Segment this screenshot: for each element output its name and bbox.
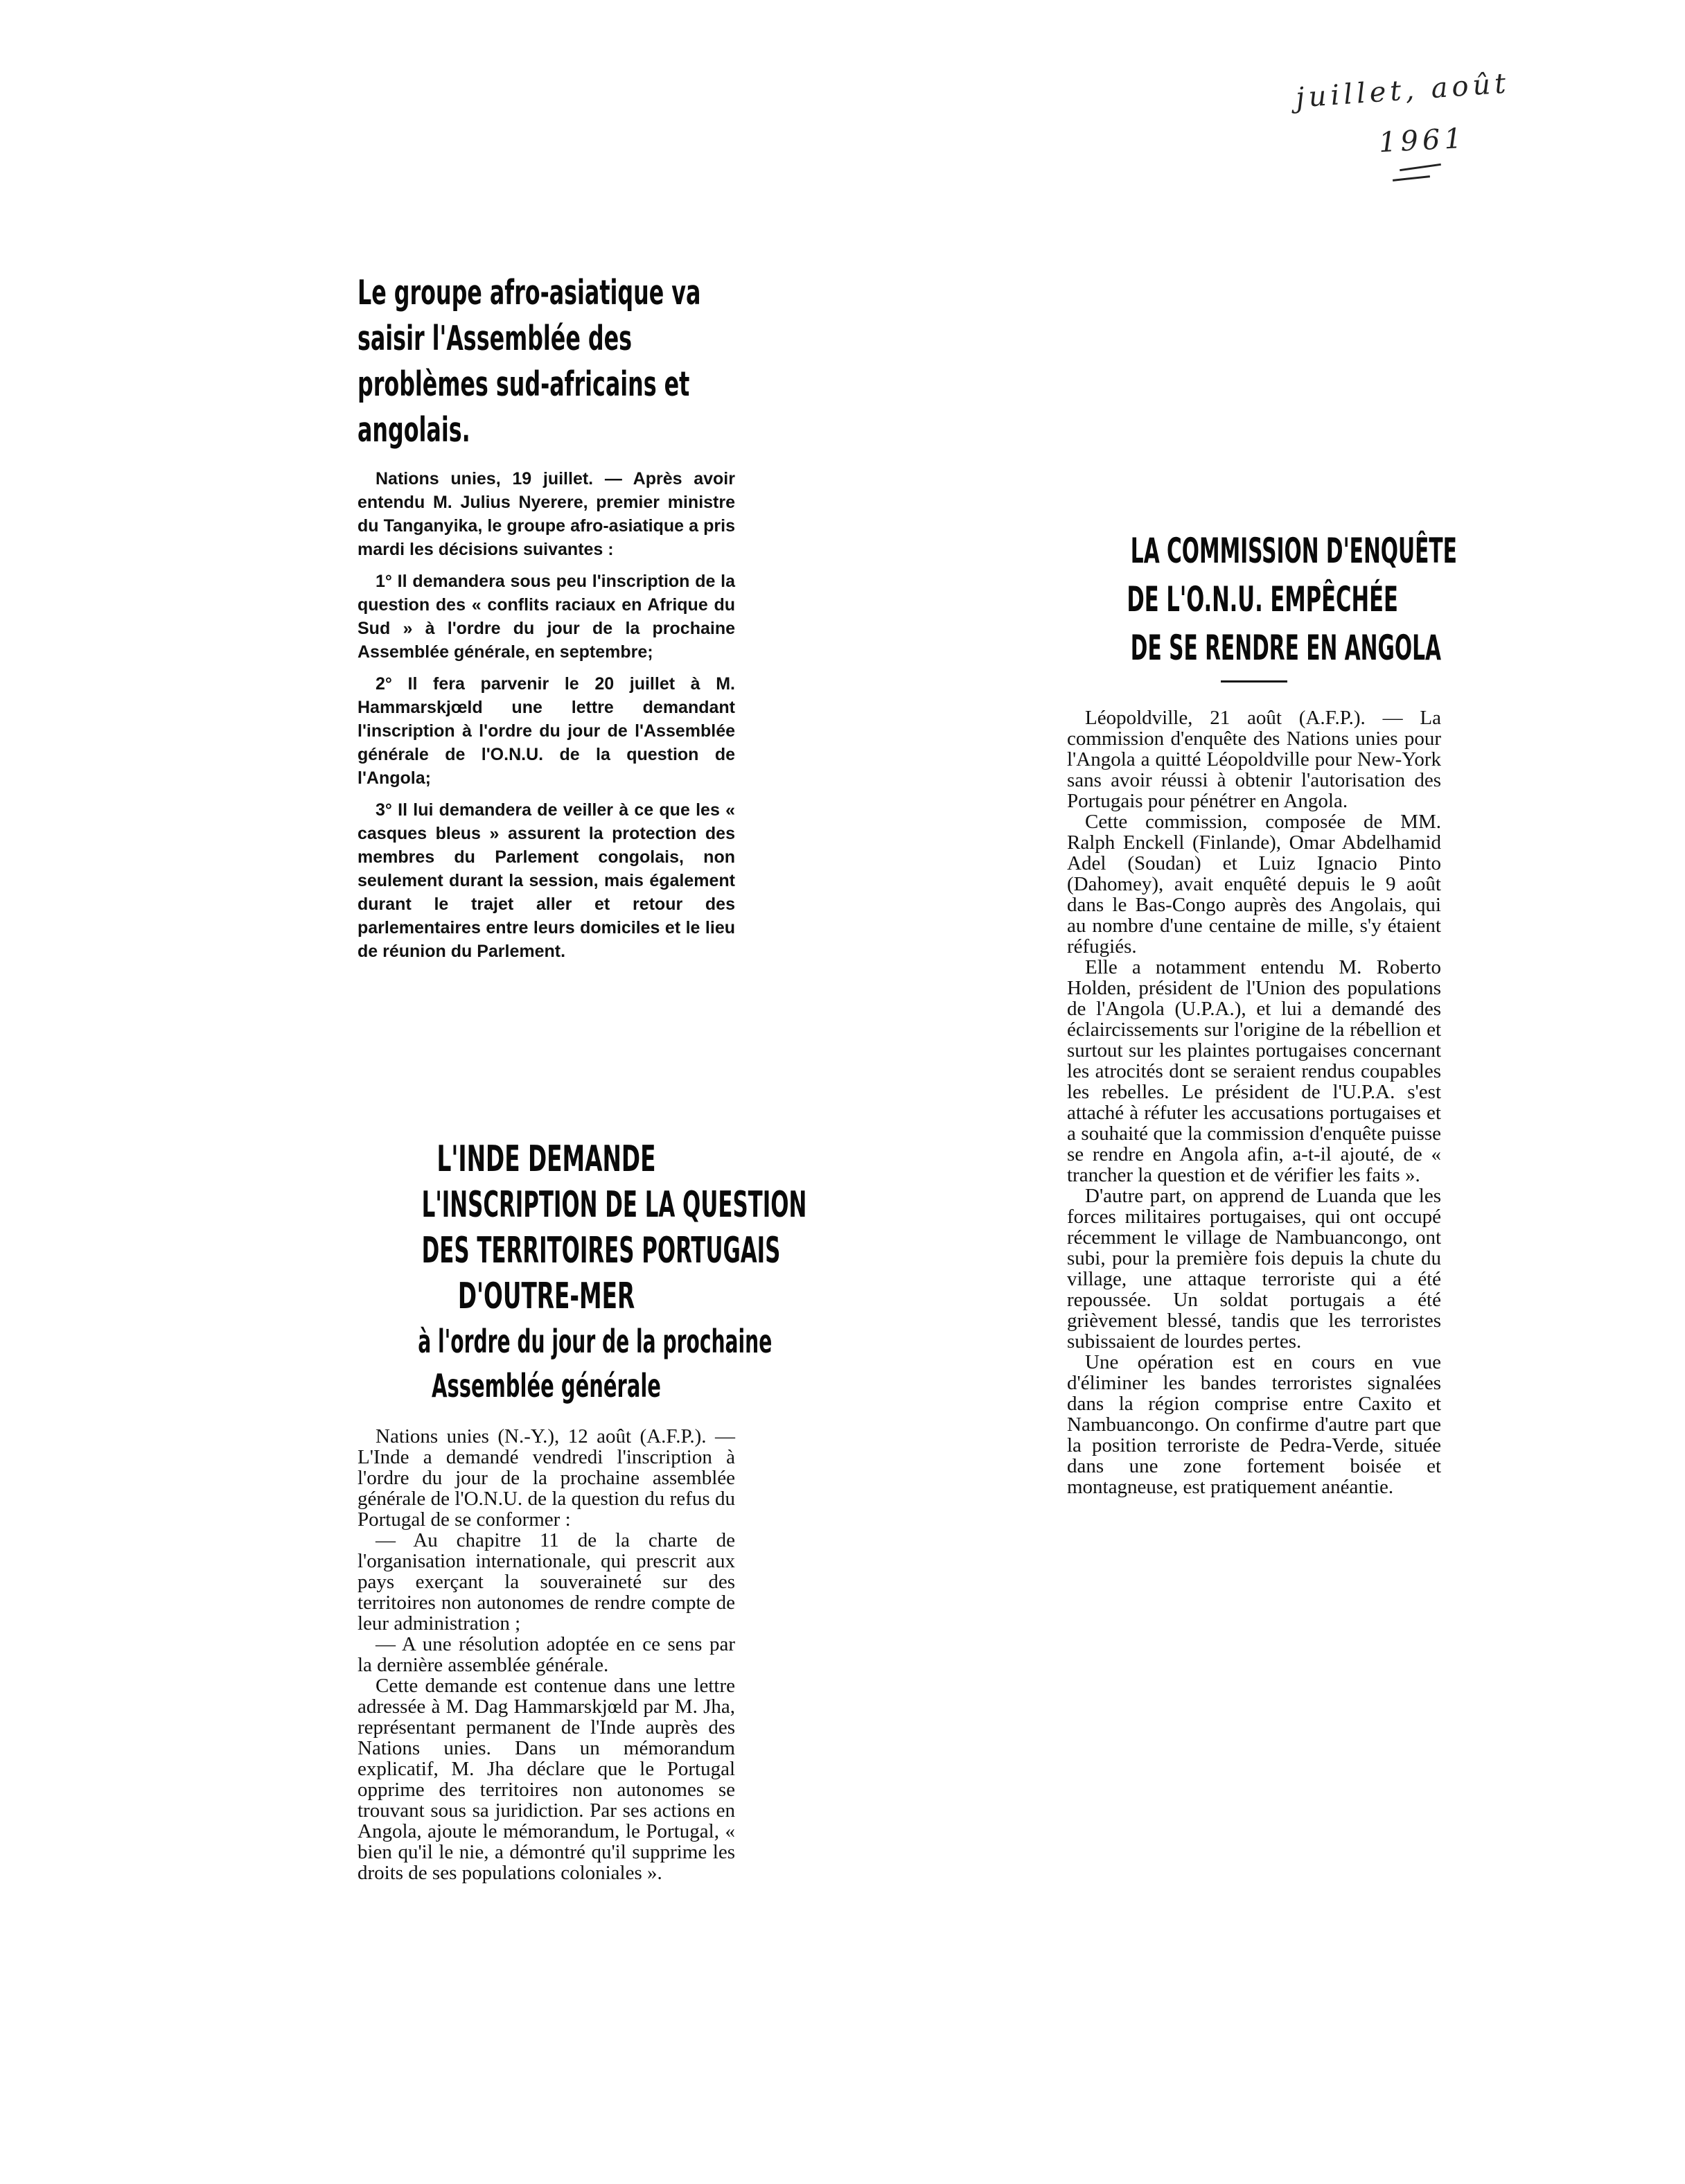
article-paragraph: D'autre part, on apprend de Luanda que les forces militaires portugaises, qui ont occupé récemment le village de Nambuancongo, ont subi, pour la première fois depuis la chute du village, une attaque terroriste qui a été repoussée. Un soldat portugais a été grièvement blessé, tandis que les terroristes subissaient de lourdes pertes. (1067, 1185, 1441, 1353)
headline-line: L'INSCRIPTION DE LA QUESTION (421, 1184, 807, 1226)
list-item: 2° Il fera parvenir le 20 juillet à M. Hammarskjœld une lettre demandant l'inscription à l'ordre du jour de l'Assemblée générale de l'O.N.U. de la question de l'Angola; (358, 674, 735, 788)
article-afro-asiatic (358, 270, 735, 963)
article-india (358, 1136, 807, 1884)
headline-subline: Assemblée générale (432, 1367, 661, 1404)
handwritten-date-line2: 1961 (1377, 122, 1467, 159)
list-item: 1° Il demandera sous peu l'inscription de la question des « conflits raciaux en Afrique du Sud » à l'ordre du jour de la prochaine Assemblée générale, en septembre; (358, 572, 735, 662)
article-paragraph: Cette commission, composée de MM. Ralph Enckell (Finlande), Omar Abdelhamid Adel (Soudan) et Luiz Ignacio Pinto (Dahomey), avait enquêté depuis le 9 août dans le Bas-Congo auprès des Angolais, qui au nombre d'une centaine de mille, s'y étaient réfugiés. (1067, 811, 1441, 958)
headline-line: LA COMMISSION D'ENQUÊTE (1130, 531, 1457, 571)
article-commission (1067, 527, 1457, 1498)
headline-line: L'INDE DEMANDE (436, 1138, 656, 1180)
article-paragraph: Nations unies (N.-Y.), 12 août (A.F.P.). — L'Inde a demandé vendredi l'inscription à l'ordre du jour de la prochaine assemblée générale de l'O.N.U. de la question du refus du Portugal de se conformer : (358, 1425, 735, 1531)
headline-line: DE L'O.N.U. EMPÊCHÉE (1127, 579, 1398, 619)
headline-line: DES TERRITOIRES PORTUGAIS (421, 1230, 781, 1271)
handwritten-underline (1400, 164, 1441, 171)
article-paragraph: Une opération est en cours en vue d'éliminer les bandes terroristes signalées dans la région comprise entre Caxito et Nambuancongo. On confirme d'autre part que la position terroriste de Pedra-Verde, située dans une zone fortement boisée et montagneuse, est pratiquement anéantie. (1067, 1351, 1441, 1498)
headline-subline: à l'ordre du jour de la prochaine (418, 1323, 773, 1360)
headline-line: D'OUTRE-MER (457, 1276, 635, 1317)
article-headline: Le groupe afro-asiatique va saisir l'Assemblée des problèmes sud-africains et angolais. (358, 273, 701, 450)
article-paragraph: Cette demande est contenue dans une lettre adressée à M. Dag Hammarskjœld par M. Jha, représentant permanent de l'Inde auprès des Nations unies. Dans un mémorandum explicatif, M. Jha déclare que le Portugal opprime des territoires non autonomes se trouvant sous sa juridiction. Par ses actions en Angola, ajoute le mémorandum, le Portugal, « bien qu'il le nie, a démontré qu'il supprime les droits de ses populations coloniales ». (358, 1675, 735, 1884)
article-headline (358, 1136, 807, 1408)
article-paragraph: — A une résolution adoptée en ce sens par la dernière assemblée générale. (358, 1633, 735, 1676)
article-paragraph: Léopoldville, 21 août (A.F.P.). — La commission d'enquête des Nations unies pour l'Angola a quitté Léopoldville pour New-York sans avoir réussi à obtenir l'autorisation des Portugais pour pénétrer en Angola. (1067, 707, 1441, 812)
headline-line: DE SE RENDRE EN ANGOLA (1130, 628, 1441, 668)
handwritten-date-line1: juillet, août (1294, 67, 1511, 114)
list-item: 3° Il lui demandera de veiller à ce que les « casques bleus » assurent la protection des membres du Parlement congolais, non seulement durant la session, mais également durant le trajet aller et retour des parlementaires entre leurs domiciles et le lieu de réunion du Parlement. (358, 800, 735, 961)
article-paragraph: Elle a notamment entendu M. Roberto Holden, président de l'Union des populations de l'Angola (U.P.A.), et lui a demandé des éclaircissements sur l'origine de la rébellion et surtout sur les plaintes portugaises concernant les atrocités dont se seraient rendus coupables les rebelles. Le président de l'U.P.A. s'est attaché à réfuter les accusations portugaises et a souhaité que la commission d'enquête puisse se rendre en Angola afin, a-t-il ajouté, de « trancher la question et de vérifier les faits ». (1067, 956, 1441, 1186)
article-intro: Nations unies, 19 juillet. — Après avoir entendu M. Julius Nyerere, premier ministre du Tanganyika, le groupe afro-asiatique a pris mardi les décisions suivantes : (358, 469, 735, 559)
handwritten-underline (1393, 175, 1430, 182)
headline-separator (1221, 680, 1287, 682)
article-headline (1067, 527, 1457, 672)
article-paragraph: — Au chapitre 11 de la charte de l'organisation internationale, qui prescrit aux pays exerçant la souveraineté sur des territoires non autonomes de rendre compte de leur administration ; (358, 1529, 735, 1635)
